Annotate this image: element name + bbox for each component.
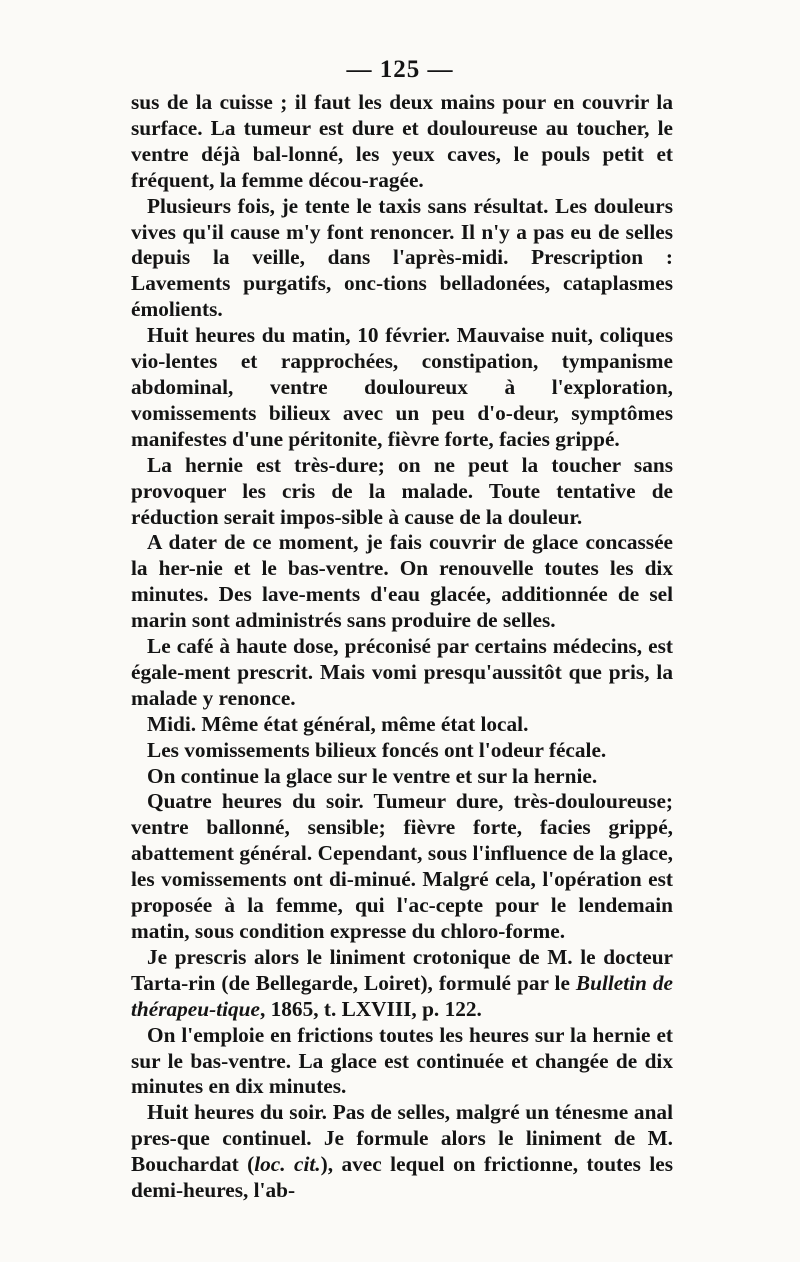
- paragraph-4: La hernie est très-dure; on ne peut la toucher sans provoquer les cris de la malade. Toute tentative de réduction serait impos-sible à cause de la douleur.: [131, 452, 673, 529]
- paragraph-13-pre: Huit heures du soir. Pas de selles, malgré un ténesme anal pres-que continuel. Je formule alors le liniment de M. Bouchardat (: [131, 1100, 673, 1177]
- paragraph-10: Quatre heures du soir. Tumeur dure, très-douloureuse; ventre ballonné, sensible; fièvre forte, facies grippé, abattement général. Cependant, sous l'influence de la glace, les vomissements ont di-minué. Malgré cela, l'opération est proposée à la femme, qui l'ac-cepte pour le lendemain matin, sous condition expresse du chloro-forme.: [131, 789, 673, 943]
- paragraph-7: Midi. Même état général, même état local.: [147, 711, 529, 736]
- paragraph-13: [131, 1100, 673, 1204]
- paragraph-8: Les vomissements bilieux foncés ont l'odeur fécale.: [147, 737, 607, 762]
- paragraph-5: A dater de ce moment, je fais couvrir de glace concassée la her-nie et le bas-ventre. On renouvelle toutes les dix minutes. Des lave-ments d'eau glacée, additionnée de sel marin sont administrés sans produire de selles.: [131, 530, 673, 633]
- paragraph-13-post: ), avec lequel on frictionne, toutes les demi-heures, l'ab-: [131, 1152, 673, 1203]
- paragraph-13-italic: loc. cit.: [254, 1152, 321, 1177]
- paragraph-12: On l'emploie en frictions toutes les heures sur la hernie et sur le bas-ventre. La glace est continuée et changée de dix minutes en dix minutes.: [131, 1022, 673, 1099]
- paragraph-9: On continue la glace sur le ventre et sur la hernie.: [147, 763, 598, 788]
- paragraph-2: Plusieurs fois, je tente le taxis sans résultat. Les douleurs vives qu'il cause m'y font renoncer. Il n'y a pas eu de selles depuis la veille, dans l'après-midi. Prescription : Lavements purgatifs, onc-tions belladonées, cataplasmes émolients.: [131, 193, 673, 322]
- paragraph-1: sus de la cuisse ; il faut les deux mains pour en couvrir la surface. La tumeur est dure et douloureuse au toucher, le ventre déjà bal-lonné, les yeux caves, le pouls petit et fréquent, la femme décou-ragée.: [131, 90, 673, 192]
- paragraph-11-post: , 1865, t. LXVIII, p. 122.: [259, 996, 482, 1021]
- page-number: — 125 —: [346, 56, 454, 83]
- paragraph-11-pre: Je prescris alors le liniment crotonique de M. le docteur Tarta-rin (de Bellegarde, Loiret), formulé par le: [131, 944, 673, 995]
- paragraph-11: [131, 945, 673, 1023]
- body-text: [131, 90, 673, 1204]
- paragraph-11-italic: Bulletin de thérapeu-tique: [131, 970, 673, 1021]
- paragraph-3: Huit heures du matin, 10 février. Mauvaise nuit, coliques vio-lentes et rapprochées, constipation, tympanisme abdominal, ventre douloureux à l'exploration, vomissements bilieux avec un peu d'o-deur, symptômes manifestes d'une péritonite, fièvre forte, facies grippé.: [131, 323, 673, 451]
- paragraph-6: Le café à haute dose, préconisé par certains médecins, est égale-ment prescrit. Mais vomi presqu'aussitôt que pris, la malade y renonce.: [131, 634, 673, 710]
